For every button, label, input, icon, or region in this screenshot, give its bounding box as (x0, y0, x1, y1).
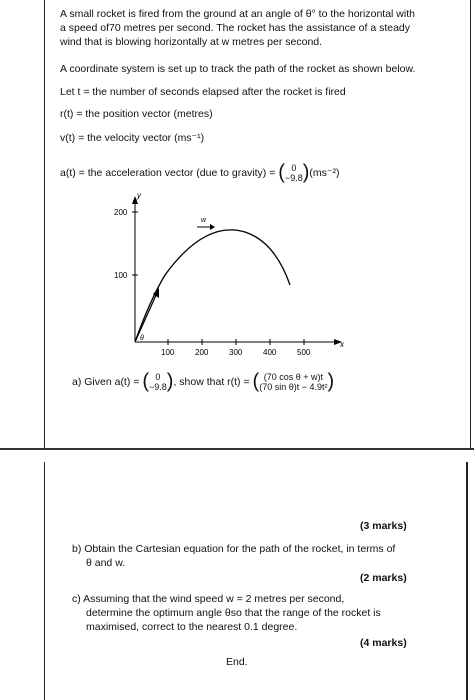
part-a-prefix: a) Given a(t) = (72, 375, 140, 388)
x-tick-label-300: 300 (229, 348, 243, 357)
part-a-r-bottom: (70 sin θ)t − 4.9t² (259, 382, 328, 392)
part-c-line-1: c) Assuming that the wind speed w = 2 metres per second, (72, 593, 345, 605)
coord-intro: A coordinate system is set up to track the path of the rocket as shown below. (60, 63, 416, 75)
x-tick-label-400: 400 (263, 348, 277, 357)
acceleration-vector-definition: a(t) = the acceleration vector (due to gravity) = ( 0 −9.8)(ms⁻²) (60, 161, 340, 184)
intro-line-2: a speed of70 metres per second. The rocket has the assistance of a steady (60, 22, 411, 34)
end-text: End. (226, 656, 248, 668)
wind-arrow-head-icon (210, 224, 215, 230)
marks-c: (4 marks) (360, 637, 407, 649)
part-a-r-top: (70 cos θ + w)t (263, 372, 323, 382)
marks-a: (3 marks) (360, 520, 407, 532)
accel-bottom: −9.8 (284, 173, 303, 183)
y-axis-label: y (137, 191, 141, 200)
part-a-accel-bottom: −9.8 (149, 382, 167, 392)
launch-velocity-arrow (135, 293, 157, 342)
part-c-line-3: maximised, correct to the nearest 0.1 degree. (86, 621, 298, 633)
page-border-right (470, 0, 471, 448)
page-break (0, 448, 474, 462)
y-tick-label-100: 100 (114, 271, 128, 280)
wind-label: w (201, 217, 207, 224)
intro-line-1: A small rocket is fired from the ground at an angle of θ° to the horizontal with (60, 8, 415, 20)
part-a-accel-top: 0 (155, 372, 161, 382)
acceleration-column-vector (285, 163, 303, 183)
part-a-position-vector (259, 372, 327, 392)
part-b-line-2: θ and w. (86, 557, 126, 569)
part-a-accel-vector (149, 372, 167, 392)
intro-line-3: wind that is blowing horizontally at w metres per second. (60, 36, 323, 48)
acceleration-prefix: a(t) = the acceleration vector (due to gravity) = (60, 166, 276, 179)
x-tick-label-100: 100 (161, 348, 175, 357)
angle-label: θ (140, 335, 144, 342)
velocity-vector-definition: v(t) = the velocity vector (ms⁻¹) (60, 132, 205, 144)
page-border-left-2 (44, 462, 45, 700)
acceleration-unit: (ms⁻²) (309, 166, 340, 179)
trajectory-graph (110, 190, 350, 360)
part-b-line-1: b) Obtain the Cartesian equation for the path of the rocket, in terms of (72, 543, 396, 555)
marks-b: (2 marks) (360, 572, 407, 584)
trajectory-curve (135, 230, 290, 342)
x-tick-label-200: 200 (195, 348, 209, 357)
accel-top: 0 (291, 163, 297, 173)
part-a-mid: , show that r(t) = (173, 375, 250, 388)
part-a: a) Given a(t) = ( 0 −9.8), show that r(t) = ( (70 cos θ + w)t (70 sin θ)t − 4.9t²) (72, 370, 335, 393)
let-t-definition: Let t = the number of seconds elapsed after the rocket is fired (60, 86, 346, 98)
position-vector-definition: r(t) = the position vector (metres) (60, 108, 213, 120)
page-border-left (44, 0, 45, 448)
x-tick-label-500: 500 (297, 348, 311, 357)
x-axis-label: x (340, 340, 344, 349)
page-border-right-2 (466, 462, 468, 700)
part-c-line-2: determine the optimum angle θso that the range of the rocket is (86, 607, 381, 619)
y-tick-label-200: 200 (114, 208, 128, 217)
